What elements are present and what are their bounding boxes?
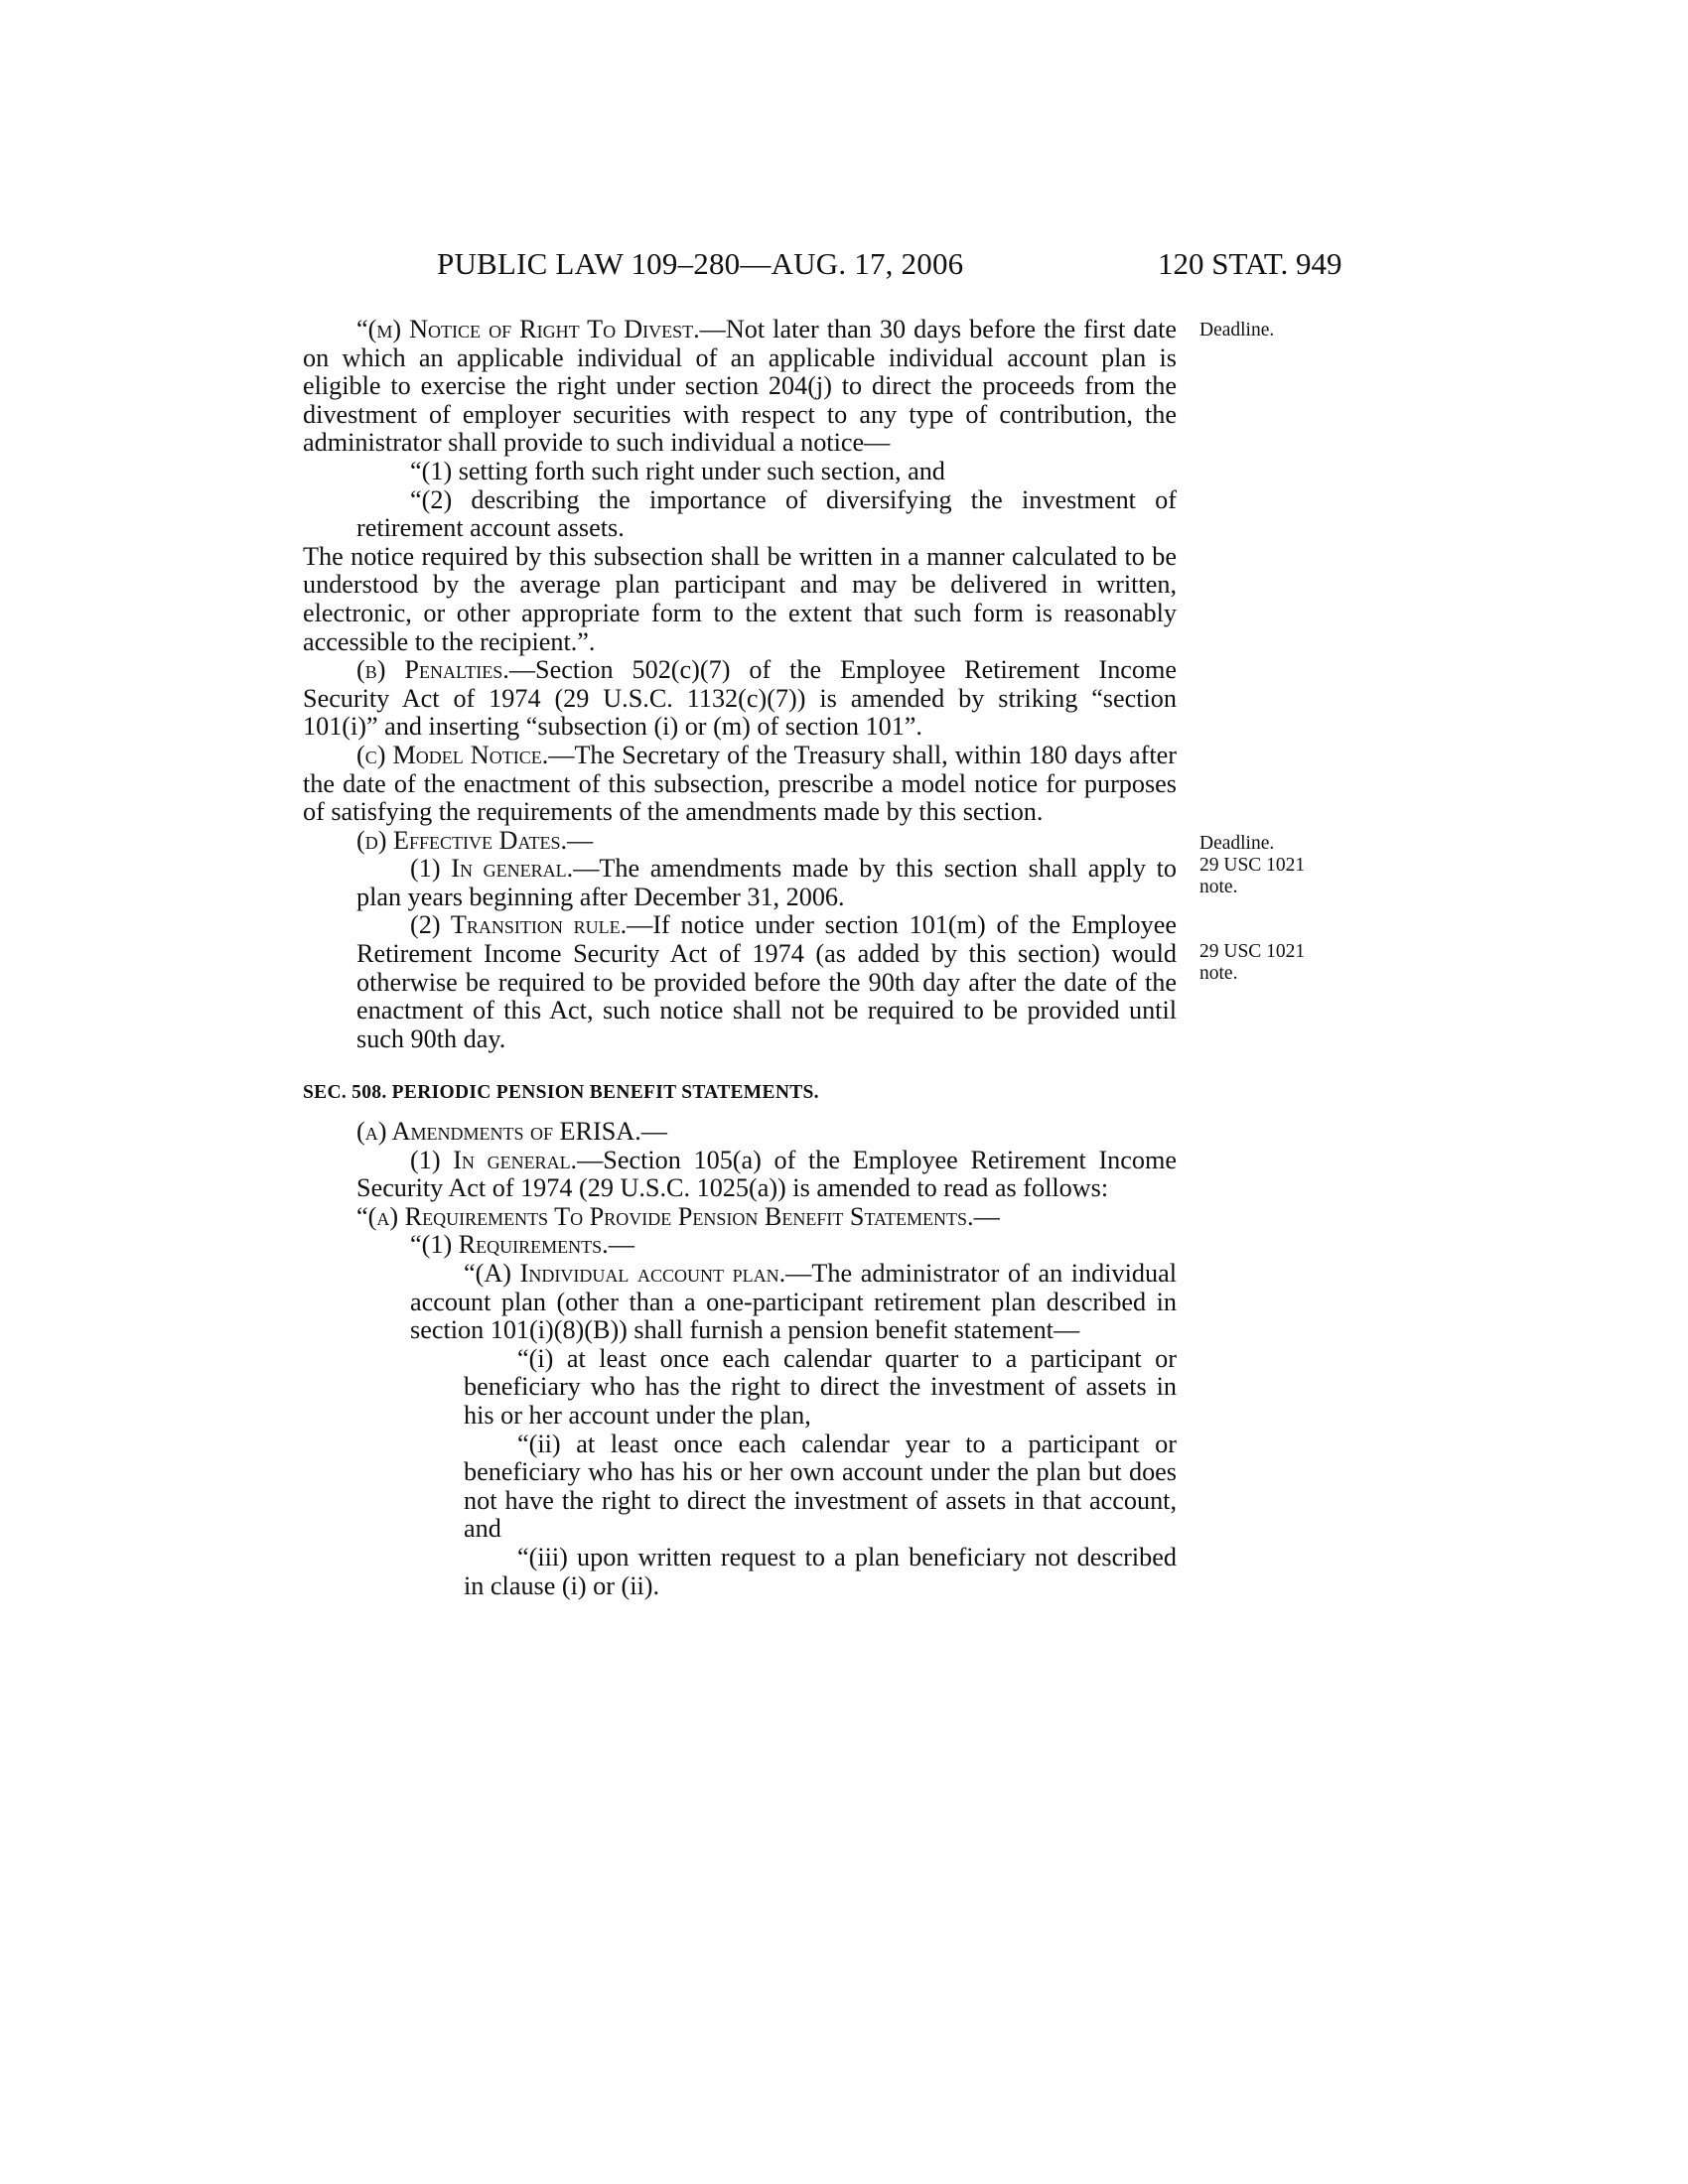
margin-note-citation: 29 USC 1021	[1199, 941, 1306, 962]
paragraph-d	[303, 827, 1177, 856]
paragraph-quoted-1	[303, 1231, 1177, 1260]
text-d-2: —If notice under section 101(m) of the Employee Retirement Income Security Act of 1974 (as added by this section) would otherwise be required to be provided before the 90th day after the date of the enactment of this Act, such notice shall not be required to be provided until such 90th day.	[356, 910, 1177, 1053]
paragraph-m-1: “(1) setting forth such right under such section, and	[410, 456, 945, 485]
heading-quoted-1: “(1) Requirements.	[410, 1230, 609, 1260]
paragraph-b	[303, 656, 1177, 742]
running-head: PUBLIC LAW 109–280—AUG. 17, 2006	[437, 246, 964, 281]
dash-quoted-1: —	[608, 1230, 634, 1260]
paragraph-c	[303, 742, 1177, 827]
text-d-1: —The amendments made by this section shall apply to plan years beginning after December 31, 2006.	[356, 854, 1177, 911]
text-b: —Section 502(c)(7) of the Employee Retirement Income Security Act of 1974 (29 U.S.C. 1132(c)(7)) is amended by striking “section 101(i)” and inserting “subsection (i) or (m) of section 101”.	[303, 655, 1178, 742]
text-quoted-A: —The administrator of an individual account plan (other than a one-participant retirement plan described in section 101(i)(8)(B)) shall furnish a pension benefit statement—	[410, 1259, 1178, 1345]
paragraph-m-2: “(2) describing the importance of diversifying the investment of retirement account assets.	[356, 484, 1177, 543]
margin-note-deadline-2	[1199, 833, 1338, 898]
paragraph-a-1	[303, 1147, 1177, 1203]
margin-note-citation: 29 USC 1021	[1199, 855, 1306, 876]
dash-quoted-a: —	[973, 1201, 1000, 1231]
margin-note-text: note.	[1199, 963, 1238, 984]
heading-m: “(m) Notice of Right To Divest.	[356, 315, 700, 343]
heading-c: (c) Model Notice.	[356, 740, 549, 769]
clause-ii: “(ii) at least once each calendar year to a participant or beneficiary who has his or her own account under the plan but does not have the right to direct the investment of assets in that account, and	[464, 1429, 1177, 1544]
paragraph-d-1	[303, 855, 1177, 911]
paragraph-m	[303, 316, 1177, 458]
heading-a: (a) Amendments of ERISA.	[356, 1117, 641, 1147]
paragraph-quoted-A	[303, 1260, 1177, 1345]
text-c: —The Secretary of the Treasury shall, within 180 days after the date of the enactment of this subsection, prescribe a model notice for purposes of satisfying the requirements of the amendments made by this section.	[303, 740, 1177, 827]
margin-note-text: note.	[1199, 877, 1238, 897]
heading-quoted-A: “(A) Individual account plan.	[464, 1259, 786, 1288]
margin-note-citation-3	[1199, 941, 1338, 985]
dash-d: —	[567, 825, 594, 855]
section-heading: SEC. 508. PERIODIC PENSION BENEFIT STATEMENTS.	[303, 1082, 819, 1104]
page-folio: 120 STAT. 949	[1158, 246, 1342, 281]
text-a-1: —Section 105(a) of the Employee Retirement Income Security Act of 1974 (29 U.S.C. 1025(a)) is amended to read as follows:	[356, 1145, 1177, 1203]
paragraph-d-2	[303, 911, 1177, 1053]
paragraph-a	[303, 1118, 1177, 1147]
clause-iii: “(iii) upon written request to a plan beneficiary not described in clause (i) or (ii).	[464, 1542, 1177, 1600]
heading-a-1: (1) In general.	[410, 1145, 578, 1174]
heading-b: (b) Penalties.	[356, 655, 509, 685]
heading-quoted-a: “(a) Requirements To Provide Pension Benefit Statements.	[356, 1201, 974, 1231]
margin-note-text: Deadline.	[1199, 320, 1275, 341]
heading-d-1: (1) In general.	[410, 854, 574, 884]
dash-a: —	[640, 1117, 667, 1147]
text-m: —Not later than 30 days before the first date on which an applicable individual of an applicable individual account plan is eligible to exercise the right under section 204(j) to direct the proceeds from the divestment of employer securities with respect to any type of contribution, the administrator shall provide to such individual a notice—	[303, 315, 1177, 458]
heading-d-2: (2) Transition rule.	[410, 910, 628, 940]
margin-note-deadline-1	[1199, 320, 1338, 341]
heading-d: (d) Effective Dates.	[356, 825, 567, 855]
body-text	[303, 316, 1177, 1600]
paragraph-quoted-a	[303, 1203, 1177, 1232]
margin-note-text: Deadline.	[1199, 833, 1275, 854]
paragraph-m-close: The notice required by this subsection shall be written in a manner calculated to be understood by the average plan participant and may be delivered in written, electronic, or other appropriate form to the extent that such form is reasonably accessible to the recipient.”.	[303, 541, 1177, 656]
clause-i: “(i) at least once each calendar quarter to a participant or beneficiary who has the right to direct the investment of assets in his or her account under the plan,	[464, 1343, 1177, 1430]
